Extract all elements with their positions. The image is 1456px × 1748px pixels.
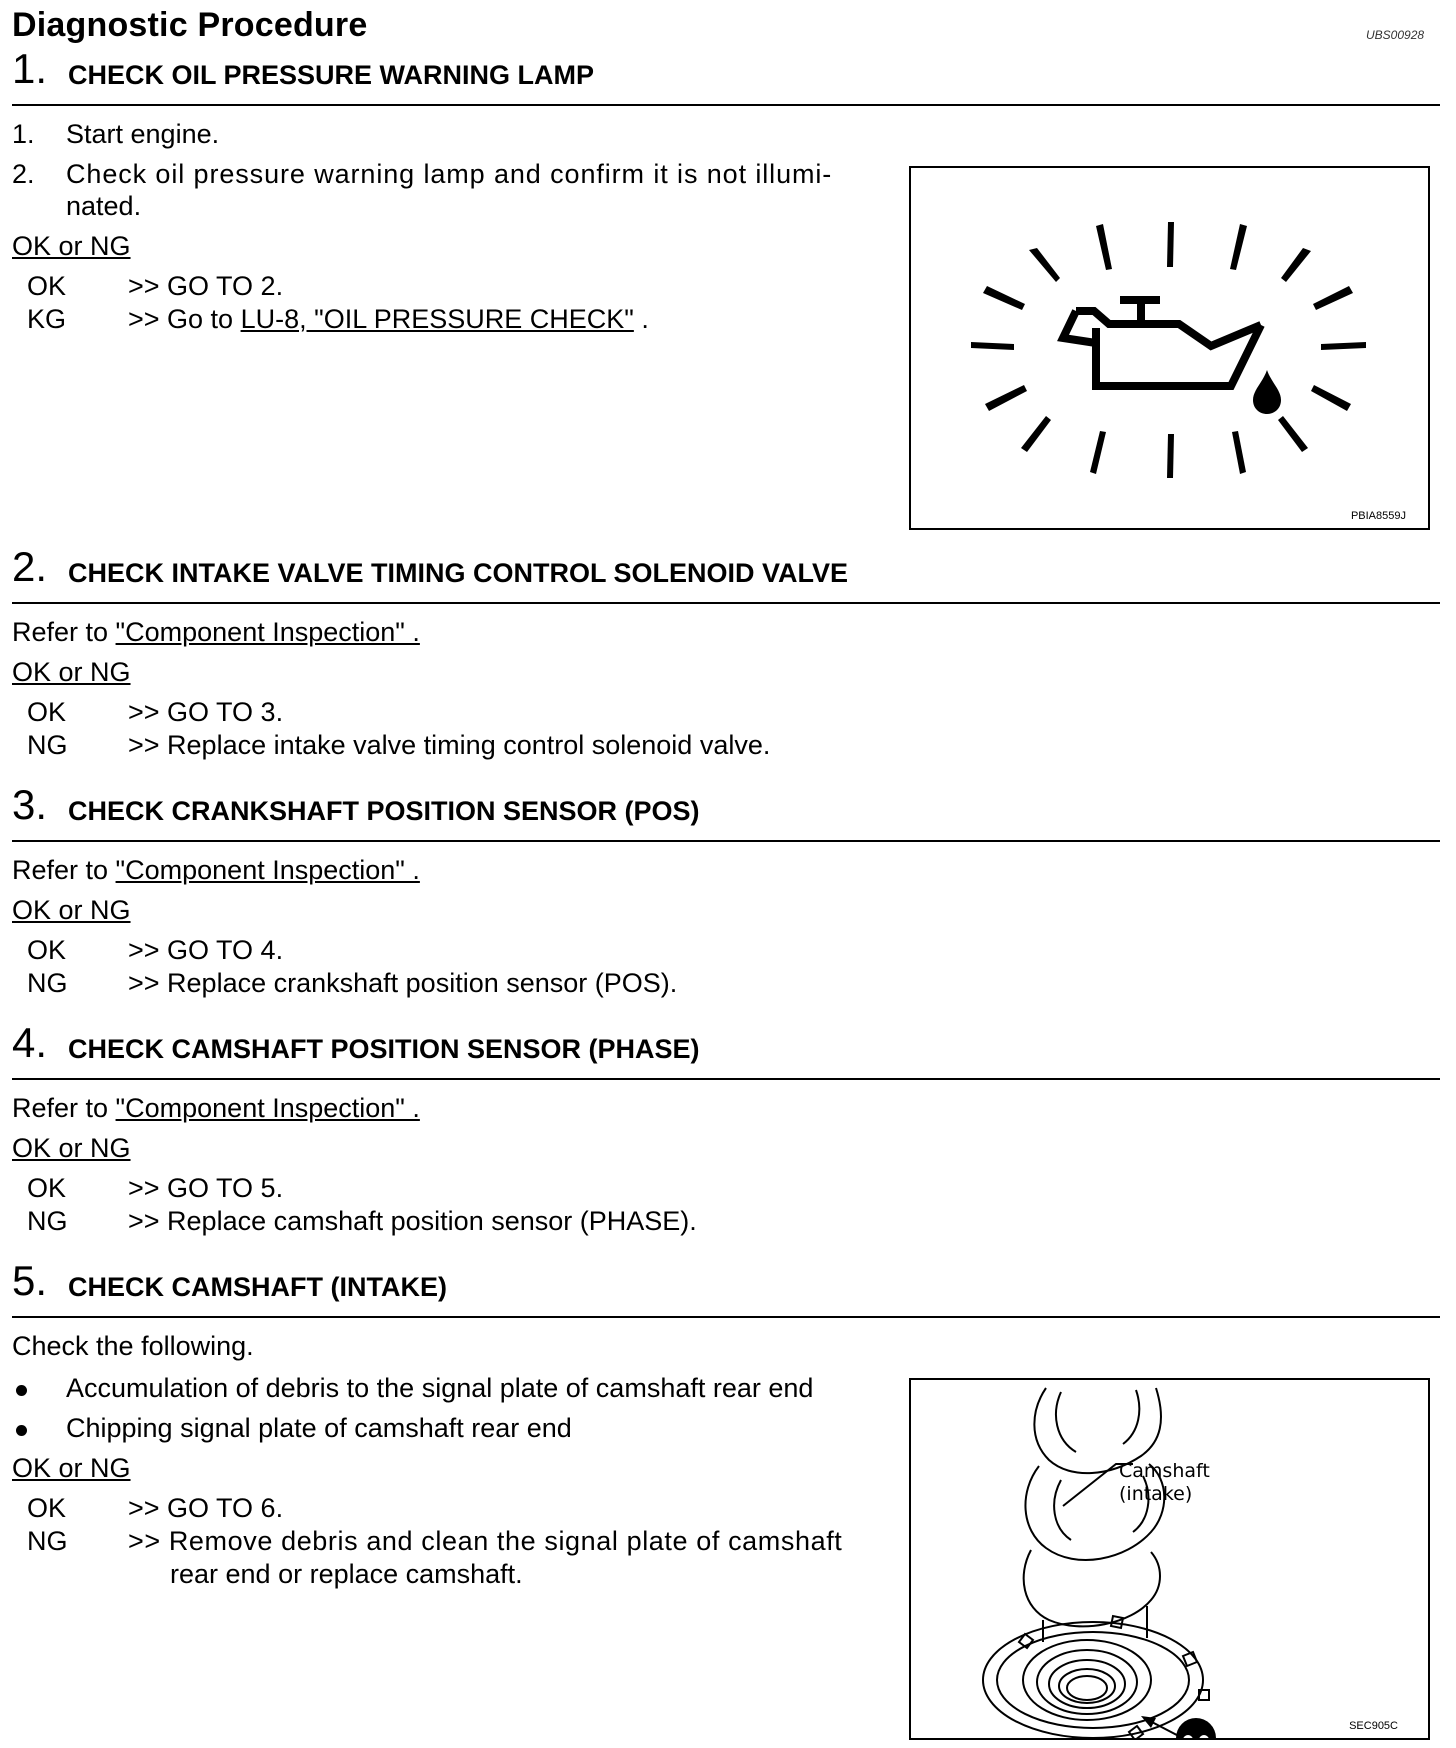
step-title: CHECK INTAKE VALVE TIMING CONTROL SOLENOID VALVE [68, 558, 849, 588]
result-code: OK [27, 1493, 67, 1523]
ok-or-ng-label: OK or NG [12, 1453, 131, 1483]
oil-lamp-figure [909, 166, 1430, 530]
result-text: >> GO TO 3. [128, 697, 284, 727]
step-number: 2. [12, 543, 48, 590]
ok-or-ng-label: OK or NG [12, 1133, 131, 1163]
result-text: >> GO TO 6. [128, 1493, 284, 1523]
bullet-item: Accumulation of debris to the signal plate of camshaft rear end [66, 1373, 814, 1403]
step-number: 3. [12, 781, 48, 828]
result-text: >> GO TO 5. [128, 1173, 284, 1203]
oil-pressure-check-link[interactable]: LU-8, "OIL PRESSURE CHECK" [240, 304, 634, 334]
result-prefix: >> Go to [128, 304, 241, 334]
divider [12, 602, 1440, 604]
step-title: CHECK CRANKSHAFT POSITION SENSOR (POS) [68, 796, 700, 826]
divider [12, 840, 1440, 842]
result-text: >> Replace intake valve timing control solenoid valve. [128, 730, 771, 760]
result-text-continuation: rear end or replace camshaft. [170, 1559, 523, 1589]
step-number: 4. [12, 1019, 48, 1066]
divider [12, 1078, 1440, 1080]
camshaft-illustration [911, 1380, 1428, 1738]
ok-or-ng-label: OK or NG [12, 231, 131, 261]
camshaft-figure [909, 1378, 1430, 1740]
ok-or-ng-label: OK or NG [12, 895, 131, 925]
list-number: 1. [12, 119, 35, 149]
list-item-continuation: nated. [66, 191, 142, 221]
list-number: 2. [12, 159, 35, 189]
result-code: KG [27, 304, 67, 334]
result-text: >> GO TO 2. [128, 271, 284, 301]
figure-code: PBIA8559J [1350, 510, 1406, 522]
divider [12, 1316, 1440, 1318]
refer-prefix: Refer to [12, 855, 116, 885]
refer-text [12, 616, 420, 648]
result-code: OK [27, 935, 67, 965]
list-item: Check oil pressure warning lamp and confirm it is not illumi- [66, 159, 833, 189]
list-item: Start engine. [66, 119, 220, 149]
step-number: 5. [12, 1257, 48, 1304]
step-title: CHECK OIL PRESSURE WARNING LAMP [68, 60, 595, 90]
result-text [128, 303, 649, 335]
camshaft-label [1119, 1460, 1210, 1506]
refer-prefix: Refer to [12, 617, 116, 647]
result-text: >> GO TO 4. [128, 935, 284, 965]
result-suffix: . [633, 304, 649, 334]
intro-text: Check the following. [12, 1331, 254, 1361]
label-line: (intake) [1119, 1483, 1193, 1505]
result-code: NG [27, 730, 68, 760]
ok-or-ng-label: OK or NG [12, 657, 131, 687]
divider [12, 104, 1440, 106]
bullet-dot [16, 1425, 27, 1436]
result-text: >> Remove debris and clean the signal plate of camshaft [128, 1526, 843, 1556]
result-code: NG [27, 1206, 68, 1236]
refer-text [12, 1092, 420, 1124]
refer-prefix: Refer to [12, 1093, 116, 1123]
oil-can-icon [911, 168, 1428, 528]
component-inspection-link[interactable]: "Component Inspection" . [115, 1093, 420, 1123]
component-inspection-link[interactable]: "Component Inspection" . [115, 855, 420, 885]
bullet-item: Chipping signal plate of camshaft rear end [66, 1413, 572, 1443]
document-code: UBS00928 [1366, 28, 1425, 42]
step-number: 1. [12, 45, 48, 92]
step-title: CHECK CAMSHAFT POSITION SENSOR (PHASE) [68, 1034, 700, 1064]
result-text: >> Replace crankshaft position sensor (POS). [128, 968, 678, 998]
result-code: OK [27, 697, 67, 727]
result-text: >> Replace camshaft position sensor (PHASE). [128, 1206, 697, 1236]
result-code: OK [27, 1173, 67, 1203]
label-line: Camshaft [1119, 1460, 1210, 1482]
result-code: OK [27, 271, 67, 301]
step-title: CHECK CAMSHAFT (INTAKE) [68, 1272, 447, 1302]
figure-code: SEC905C [1349, 1720, 1398, 1732]
page-title: Diagnostic Procedure [12, 6, 368, 44]
bullet-dot [16, 1385, 27, 1396]
result-code: NG [27, 1526, 68, 1556]
refer-text [12, 854, 420, 886]
component-inspection-link[interactable]: "Component Inspection" . [115, 617, 420, 647]
result-code: NG [27, 968, 68, 998]
